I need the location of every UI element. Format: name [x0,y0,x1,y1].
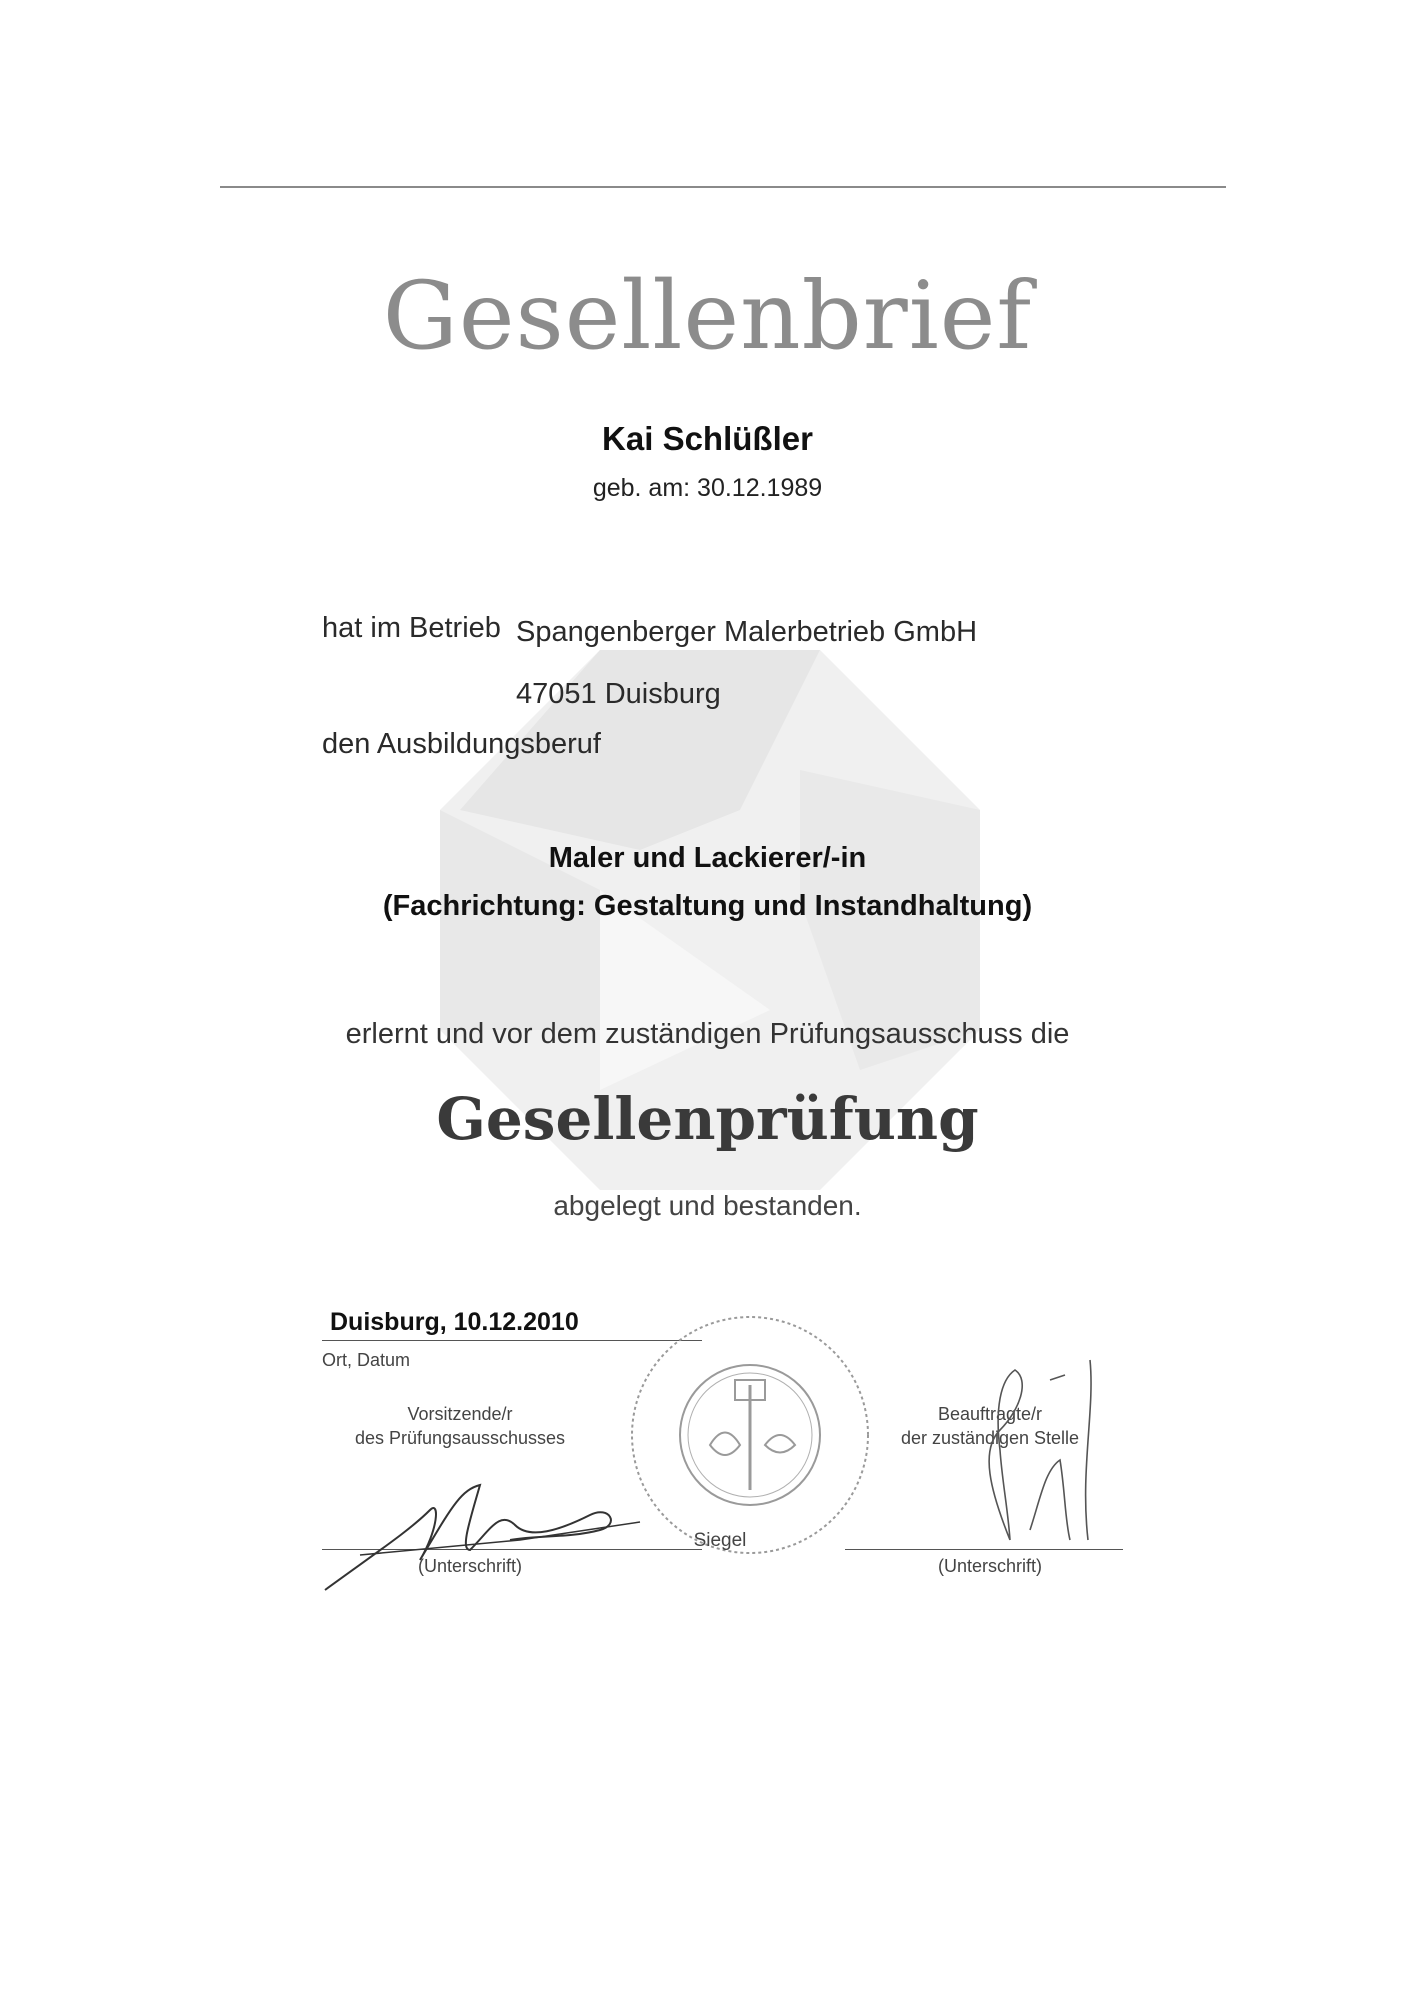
exam-sentence: erlernt und vor dem zuständigen Prüfungsausschuss die [345,1018,1070,1050]
right-role-line-1: Beauftragte/r [937,1404,1043,1424]
left-role-line-1: Vorsitzende/r [407,1404,513,1424]
company-label: hat im Betrieb [322,612,501,644]
right-signature-image [930,1350,1110,1550]
left-role [330,1402,590,1450]
company-city: 47051 Duisburg [516,678,721,710]
right-signature-caption: (Unterschrift) [937,1556,1042,1576]
left-role-line-2: des Prüfungsausschusses [354,1428,566,1448]
exam-title: Gesellenprüfung [436,1085,979,1153]
holder-name: Kai Schlüßler [602,420,813,457]
seal-stamp [625,1310,875,1560]
birth-date: geb. am: 30.12.1989 [592,474,823,502]
profession-label: den Ausbildungsberuf [322,728,601,760]
left-signature-image [320,1470,650,1600]
left-signature-caption: (Unterschrift) [417,1556,522,1576]
right-role-line-2: der zuständigen Stelle [900,1428,1080,1448]
top-rule [220,186,1226,188]
seal-caption: Siegel [693,1530,747,1551]
passed-text: abgelegt und bestanden. [553,1190,862,1221]
place-date-caption: Ort, Datum [322,1350,411,1370]
specialization: (Fachrichtung: Gestaltung und Instandhaltung) [382,890,1033,922]
company-name: Spangenberger Malerbetrieb GmbH [516,616,978,648]
document-title: Gesellenbrief [382,262,1033,371]
profession: Maler und Lackierer/-in [548,842,867,874]
place-date: Duisburg, 10.12.2010 [330,1308,579,1336]
